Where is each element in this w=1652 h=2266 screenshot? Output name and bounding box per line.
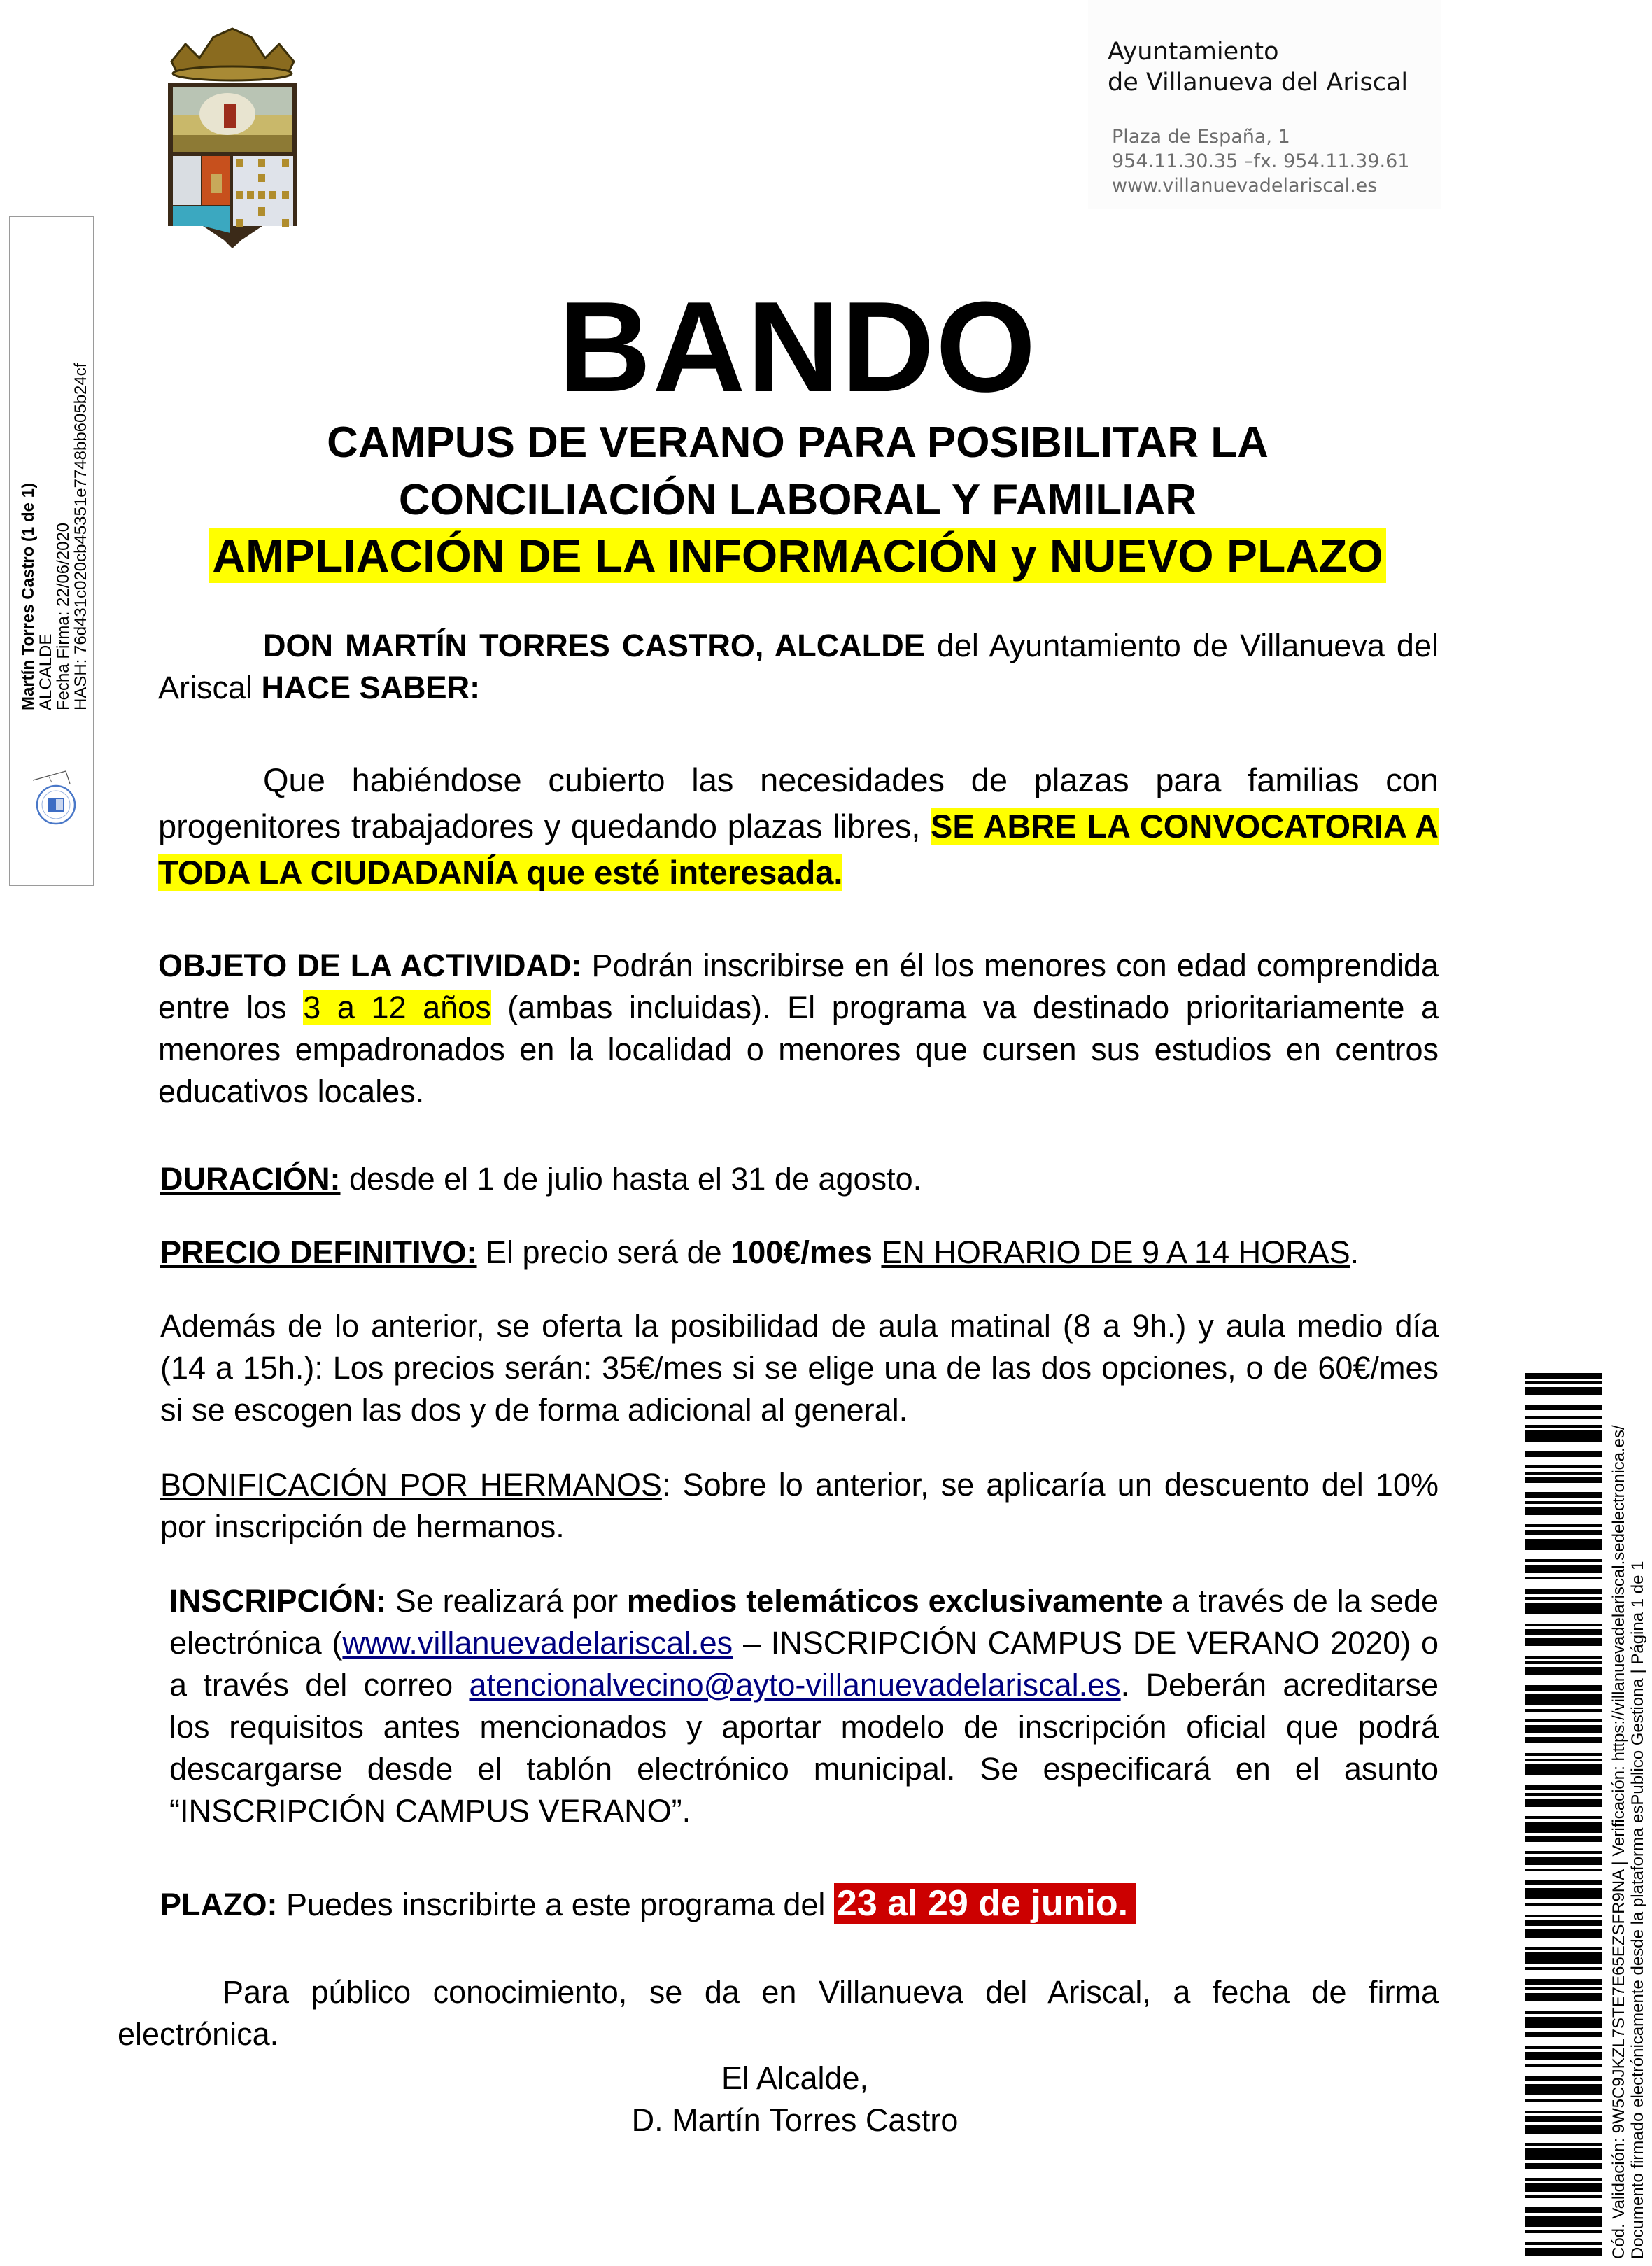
verification-text [1609, 1425, 1647, 2259]
bonificacion-paragraph [160, 1464, 1439, 1548]
precio-end: . [1350, 1234, 1360, 1270]
coat-of-arms-logo [157, 23, 308, 254]
duracion-label: DURACIÓN: [160, 1161, 341, 1197]
letterhead [1088, 0, 1441, 209]
precio-label: PRECIO DEFINITIVO: [160, 1234, 477, 1270]
intro-text: del Ayuntamiento de Villanueva del Ariscal [158, 628, 1439, 705]
inscripcion-text4: . Deberán acreditarse los requisitos antes mencionados y aportar modelo de inscripción oficial que podrá descargarse desde el tablón electrónico municipal. Se especificará en el asunto “INSCRIPCIÓN CAMPUS VERANO”. [169, 1667, 1439, 1829]
signature-hash: HASH: 76d431c020cb45351e7748bb605b24cf [71, 363, 90, 710]
plazo-paragraph [160, 1883, 1441, 1926]
update-banner: AMPLIACIÓN DE LA INFORMACIÓN y NUEVO PLAZO [209, 528, 1385, 583]
inscripcion-paragraph [169, 1580, 1439, 1832]
letterhead-website: www.villanuevadelariscal.es [1112, 175, 1378, 197]
precio-text: El precio será de [476, 1234, 731, 1270]
letterhead-contact [1112, 125, 1409, 198]
signature-signer: Martín Torres Castro (1 de 1) [19, 483, 38, 710]
bonificacion-text: : Sobre lo anterior, se aplicaría un descuento del 10% por inscripción de hermanos. [160, 1467, 1439, 1544]
announcement-highlight: SE ABRE LA CONVOCATORIA A TODA LA CIUDADANÍA que esté interesada. [158, 808, 1439, 891]
inscripcion-text2: a través de la sede electrónica ( [169, 1583, 1439, 1661]
document-subtitle [0, 414, 1595, 529]
banner-container [0, 528, 1595, 583]
objeto-label: OBJETO DE LA ACTIVIDAD: [158, 948, 582, 983]
bonificacion-label: BONIFICACIÓN POR HERMANOS [160, 1467, 662, 1503]
precio-schedule: EN HORARIO DE 9 A 14 HORAS [881, 1234, 1350, 1270]
closing-paragraph [118, 1971, 1439, 2055]
official-seal-icon [29, 763, 82, 829]
letterhead-address: Plaza de España, 1 [1112, 126, 1290, 148]
hace-saber: HACE SABER: [261, 670, 481, 705]
subtitle-line1: CAMPUS DE VERANO PARA POSIBILITAR LA [327, 418, 1269, 467]
letterhead-phone: 954.11.30.35 –fx. 954.11.39.61 [1112, 150, 1410, 172]
precio-amount: 100€/mes [730, 1234, 873, 1270]
signature-role-line: El Alcalde, [721, 2060, 869, 2096]
plazo-label: PLAZO: [160, 1887, 278, 1922]
verification-platform-line: Documento firmado electrónicamente desde la plataforma esPublico Gestiona | Página 1 de 1 [1628, 1561, 1647, 2259]
intro-paragraph [158, 625, 1439, 709]
inscripcion-text3: – INSCRIPCIÓN CAMPUS DE VERANO 2020) o a través del correo [169, 1625, 1439, 1703]
extras-text: Además de lo anterior, se oferta la posibilidad de aula matinal (8 a 9h.) y aula medio día (14 a 15h.): Los precios serán: 35€/mes si se elige una de las dos opciones, o de 60€/mes si se escogen las dos y de forma adicional al general. [160, 1308, 1439, 1428]
objeto-text2: (ambas incluidas). El programa va destinado prioritariamente a menores empadronados en la localidad o menores que cursen sus estudios en centros educativos locales. [158, 990, 1439, 1109]
plazo-dates-highlight: 23 al 29 de junio. [834, 1883, 1136, 1924]
objeto-text1: Podrán inscribirse en él los menores con edad comprendida entre los [158, 948, 1439, 1025]
announcement-text: Que habiéndose cubierto las necesidades de plazas para familias con progenitores trabajadores y quedando plazas libres, [158, 761, 1439, 845]
duracion-paragraph [160, 1158, 1441, 1200]
document-title: BANDO [558, 274, 1038, 418]
inscripcion-label: INSCRIPCIÓN: [169, 1583, 387, 1619]
subtitle-line2: CONCILIACIÓN LABORAL Y FAMILIAR [398, 476, 1197, 524]
verification-code-line: Cód. Validación: 9W5C9JKZL7STE7E65EZSFR9NA | Verificación: https://villanuevadelariscal.sedelectronica.es/ [1609, 1425, 1628, 2259]
signature-date: Fecha Firma: 22/06/2020 [54, 522, 73, 710]
extras-paragraph [160, 1305, 1439, 1431]
inscripcion-text1: Se realizará por [386, 1583, 627, 1619]
sede-electronica-link[interactable]: www.villanuevadelariscal.es [342, 1625, 733, 1661]
signature-name-line: D. Martín Torres Castro [631, 2102, 959, 2138]
objeto-paragraph [158, 945, 1439, 1113]
duracion-text: desde el 1 de julio hasta el 31 de agosto. [340, 1161, 922, 1197]
letterhead-name [1108, 36, 1408, 98]
signature-block [118, 2057, 1472, 2141]
signature-role: ALCALDE [36, 633, 55, 710]
closing-text: Para público conocimiento, se da en Villanueva del Ariscal, a fecha de firma electrónica. [118, 1974, 1439, 2052]
email-link[interactable]: atencionalvecino@ayto-villanuevadelariscal.es [469, 1667, 1121, 1703]
precio-paragraph [160, 1232, 1441, 1274]
mayor-name: DON MARTÍN TORRES CASTRO, ALCALDE [263, 628, 925, 663]
plazo-text: Puedes inscribirte a este programa del [277, 1887, 834, 1922]
announcement-paragraph [158, 757, 1439, 896]
verification-barcode [1525, 1358, 1602, 2263]
letterhead-name-line1: Ayuntamiento [1108, 38, 1279, 66]
inscripcion-bold: medios telemáticos exclusivamente [626, 1583, 1163, 1619]
letterhead-name-line2: de Villanueva del Ariscal [1108, 69, 1409, 97]
age-range-highlight: 3 a 12 años [303, 990, 491, 1025]
